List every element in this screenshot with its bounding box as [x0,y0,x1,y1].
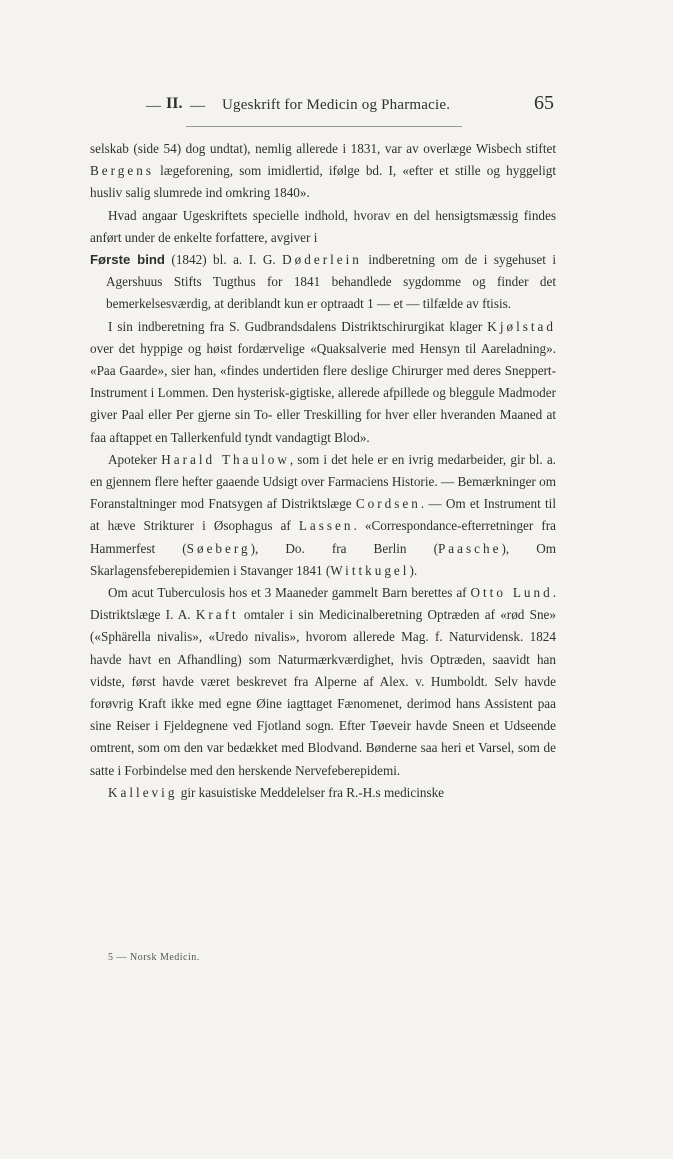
paragraph-3: Første bind (1842) bl. a. I. G. Døderlein indberetning om de i sygehuset i Agershuus Stifts Tugthus for 1841 behandlede sygdomme og finder det bemerkelsesværdig, at deriblandt kun er optraadt 1 — et — tilfælde av ftisis. [90,252,556,312]
paragraph-7: Kallevig gir kasuistiske Meddelelser fra R.-H.s medicinske [108,784,445,800]
spaced-name: Kjølstad [487,318,556,334]
spaced-name: Lassen [298,518,354,534]
spaced-name: Døderlein [282,252,362,268]
signature-mark: 5 — Norsk Medicin. [108,952,200,963]
spaced-name: Otto Lund [470,585,553,601]
spaced-name: Kallevig [108,784,178,800]
spaced-name: Paasche [437,540,502,556]
spaced-name: Cordsen [355,496,421,512]
spaced-name: Bergens [90,163,154,179]
spaced-name: Søeberg [186,540,251,556]
header-rule [186,126,462,127]
page-number: 65 [534,92,554,114]
volume-heading: Første bind [90,252,165,268]
section-number: II. [166,95,183,112]
spaced-name: Kraft [195,607,239,623]
body-text [90,138,556,804]
spaced-name: Harald Thaulow [161,451,290,467]
journal-title: Ugeskrift for Medicin og Pharmacie. [222,97,451,113]
paragraph-5: Apoteker Harald Thaulow, som i det hele er en ivrig medarbeider, gir bl. a. en gjennem flere hefter gaaende Udsigt over Farmaciens Historie. — Bemærkninger om Foranstaltninger mod Fnatsygen af Distriktslæge Cordsen. — Om et Instrument til at hæve Strikturer i Øsophagus af Lassen. «Correspondance-efterretninger fra Hammerfest (Søeberg), Do. fra Berlin (Paasche), Om Skarlagensfeberepidemien i Stavanger 1841 (Wittkugel). [90,451,556,578]
header-dash-right: — [190,98,205,114]
paragraph-1: selskab (side 54) dog undtat), nemlig allerede i 1831, var av overlæge Wisbech stiftet Bergens lægeforening, som imidlertid, ifølge bd. I, «efter et stille og hyggeligt husliv salig slumrede ind omkring 1840». [90,141,556,201]
running-header [0,92,673,122]
paragraph-6: Om acut Tuberculosis hos et 3 Maaneder gammelt Barn berettes af Otto Lund. Distriktslæge I. A. Kraft omtaler i sin Medicinalberetning Optræden af «rød Sne» («Sphärella nivalis», «Uredo nivalis», hvorom allerede Mag. f. Naturvidensk. 1824 havde havt en Afhandling) som Naturmærkværdighet, hvis Optræden, saavidt han vidste, først havde været beskrevet fra Alperne af Alex. v. Humboldt. Selv havde forøvrig Kraft ikke med egne Øine iagttaget Fænomenet, derimod hans Assistent paa sine Reiser i Fjeldegnene ved Fjotland sogn. Efter Tøeveir havde Sneen et Udseende omtrent, som om den var bedækket med Blodvand. Bønderne saa heri et Varsel, som de satte i Forbindelse med den herskende Nervefeberepidemi. [90,585,556,778]
paragraph-2: Hvad angaar Ugeskriftets specielle indhold, hvorav en del hensigtsmæssig findes anført under de enkelte forfattere, avgiver i [90,207,556,245]
spaced-name: Wittkugel [330,562,410,578]
paragraph-4: I sin indberetning fra S. Gudbrandsdalens Distriktschirurgikat klager Kjølstad over det hyppige og høist fordærvelige «Quaksalverie med Hensyn til Aareladning». «Paa Gaarde», sier han, «findes undertiden flere deslige Chirurger med deres Sneppert-Instrument i Lommen. Den hysterisk-gigtiske, allerede afpillede og bleggule Madmoder giver Paal eller Per gjerne sin To- eller Treskilling for hver eller hveranden Maaned at faa aftappet en Tallerkenfuld tyndt vandagtigt Blod». [90,318,556,445]
header-dash-left: — [146,98,161,114]
